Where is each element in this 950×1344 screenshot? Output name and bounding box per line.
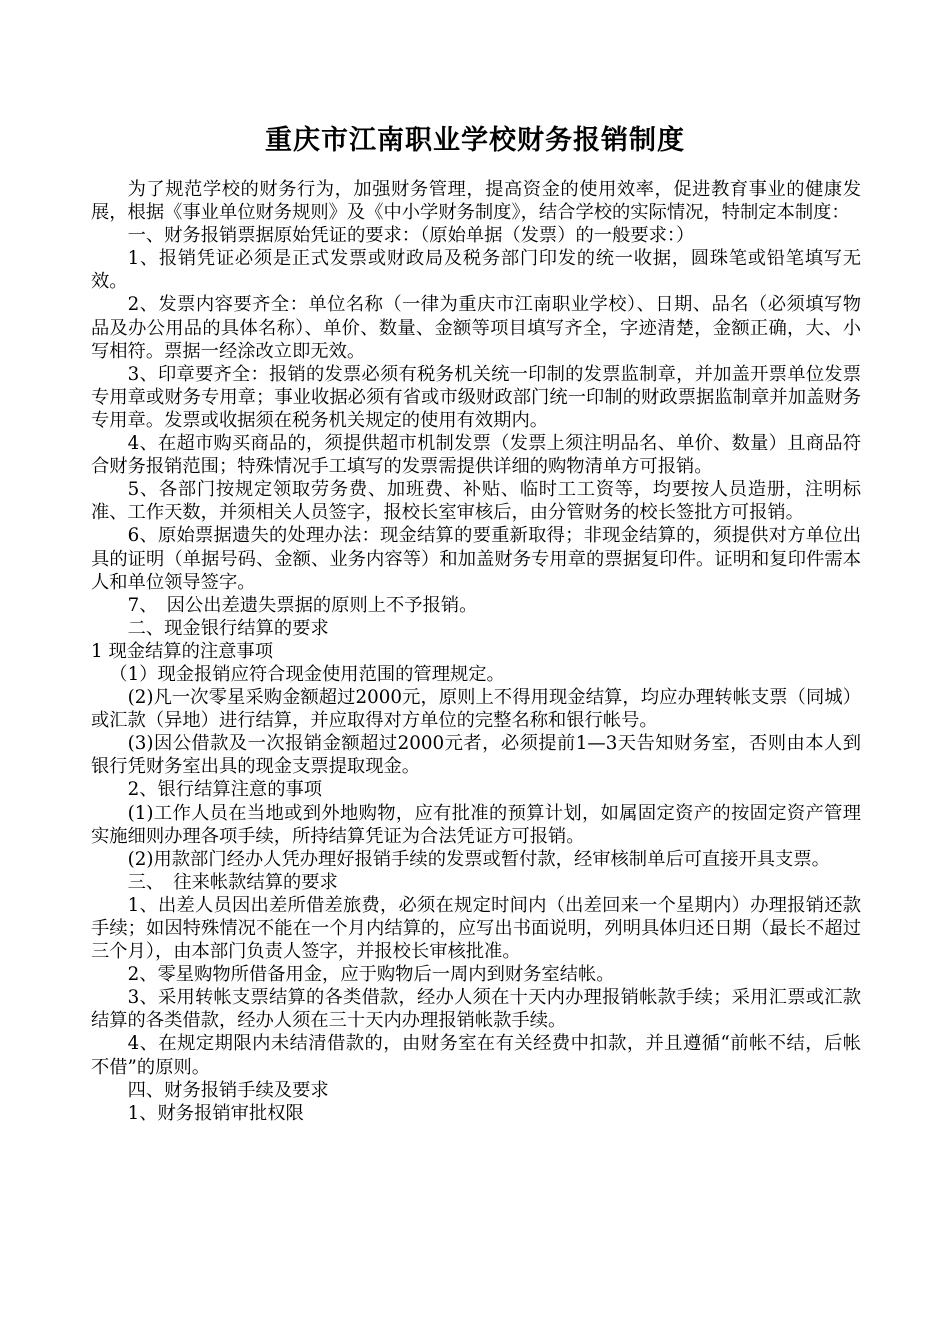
- subheading-2-2: 2、银行结算注意的事项: [127, 779, 323, 801]
- paragraph-4-1: 1、财务报销审批权限: [127, 1102, 304, 1124]
- paragraph-1-2: 2、发票内容要齐全：单位名称（一律为重庆市江南职业学校）、日期、品名（必须填写物品及办公用品的具体名称）、单价、数量、金额等项目填写齐全，字迹清楚，金额正确，大、小写相符。票据一经涂改立即无效。: [91, 294, 861, 362]
- paragraph-3-2: 2、零星购物所借备用金，应于购物后一周内到财务室结帐。: [127, 964, 615, 986]
- section-heading-1: 一、财务报销票据原始凭证的要求：（原始单据（发票）的一般要求：）: [127, 225, 695, 247]
- paragraph-3-3: 3、采用转帐支票结算的各类借款，经办人须在十天内办理报销帐款手续；采用汇票或汇款结算的各类借款，经办人须在三十天内办理报销帐款手续。: [91, 987, 861, 1032]
- paragraph-1-4: 4、在超市购买商品的，须提供超市机制发票（发票上须注明品名、单价、数量）且商品符合财务报销范围；特殊情况手工填写的发票需提供详细的购物清单方可报销。: [91, 433, 861, 478]
- paragraph-2-2-2: (2)用款部门经办人凭办理好报销手续的发票或暂付款，经审核制单后可直接开具支票。: [127, 848, 830, 870]
- paragraph-2-1-3: (3)因公借款及一次报销金额超过2000元者，必须提前1—3天告知财务室，否则由本人到银行凭财务室出具的现金支票提取现金。: [91, 733, 861, 778]
- document-body: [91, 178, 861, 1125]
- paragraph-3-1: 1、出差人员因出差所借差旅费，必须在规定时间内（出差回来一个星期内）办理报销还款手续；如因特殊情况不能在一个月内结算的，应写出书面说明，列明具体归还日期（最长不超过三个月），由本部门负责人签字，并报校长审核批准。: [91, 894, 861, 963]
- paragraph-1-6: 6、原始票据遗失的处理办法：现金结算的要重新取得；非现金结算的，须提供对方单位出具的证明（单据号码、金额、业务内容等）和加盖财务专用章的票据复印件。证明和复印件需本人和单位领导签字。: [91, 525, 861, 593]
- paragraph-1-7: 7、 因公出差遗失票据的原则上不予报销。: [127, 594, 478, 616]
- section-heading-2: 二、现金银行结算的要求: [127, 617, 329, 639]
- section-heading-4: 四、财务报销手续及要求: [127, 1079, 329, 1101]
- paragraph-intro: 为了规范学校的财务行为，加强财务管理，提高资金的使用效率，促进教育事业的健康发展，根据《事业单位财务规则》及《中小学财务制度》，结合学校的实际情况，特制定本制度：: [91, 179, 861, 224]
- paragraph-1-5: 5、各部门按规定领取劳务费、加班费、补贴、临时工工资等，均要按人员造册，注明标准、工作天数，并须相关人员签字，报校长室审核后，由分管财务的校长签批方可报销。: [91, 479, 861, 524]
- section-heading-3: 三、 往来帐款结算的要求: [127, 871, 338, 893]
- paragraph-1-3: 3、印章要齐全：报销的发票必须有税务机关统一印制的发票监制章，并加盖开票单位发票专用章或财务专用章；事业收据必须有省或市级财政部门统一印制的财政票据监制章并加盖财务专用章。发票或收据须在税务机关规定的使用有效期内。: [91, 363, 861, 431]
- paragraph-3-4: 4、在规定期限内未结清借款的，由财务室在有关经费中扣款，并且遵循“前帐不结，后帐不借”的原则。: [91, 1033, 861, 1078]
- subheading-2-1: 1 现金结算的注意事项: [91, 640, 273, 662]
- document-title: 重庆市江南职业学校财务报销制度: [265, 125, 685, 156]
- paragraph-1-1: 1、报销凭证必须是正式发票或财政局及税务部门印发的统一收据，圆珠笔或铅笔填写无效。: [91, 248, 861, 293]
- paragraph-2-1-1: （1）现金报销应符合现金使用范围的管理规定。: [109, 663, 505, 685]
- paragraph-2-1-2: (2)凡一次零星采购金额超过2000元，原则上不得用现金结算，均应办理转帐支票（同城）或汇款（异地）进行结算，并应取得对方单位的完整名称和银行帐号。: [91, 687, 861, 732]
- paragraph-2-2-1: (1)工作人员在当地或到外地购物，应有批准的预算计划，如属固定资产的按固定资产管理实施细则办理各项手续，所持结算凭证为合法凭证方可报销。: [91, 802, 861, 847]
